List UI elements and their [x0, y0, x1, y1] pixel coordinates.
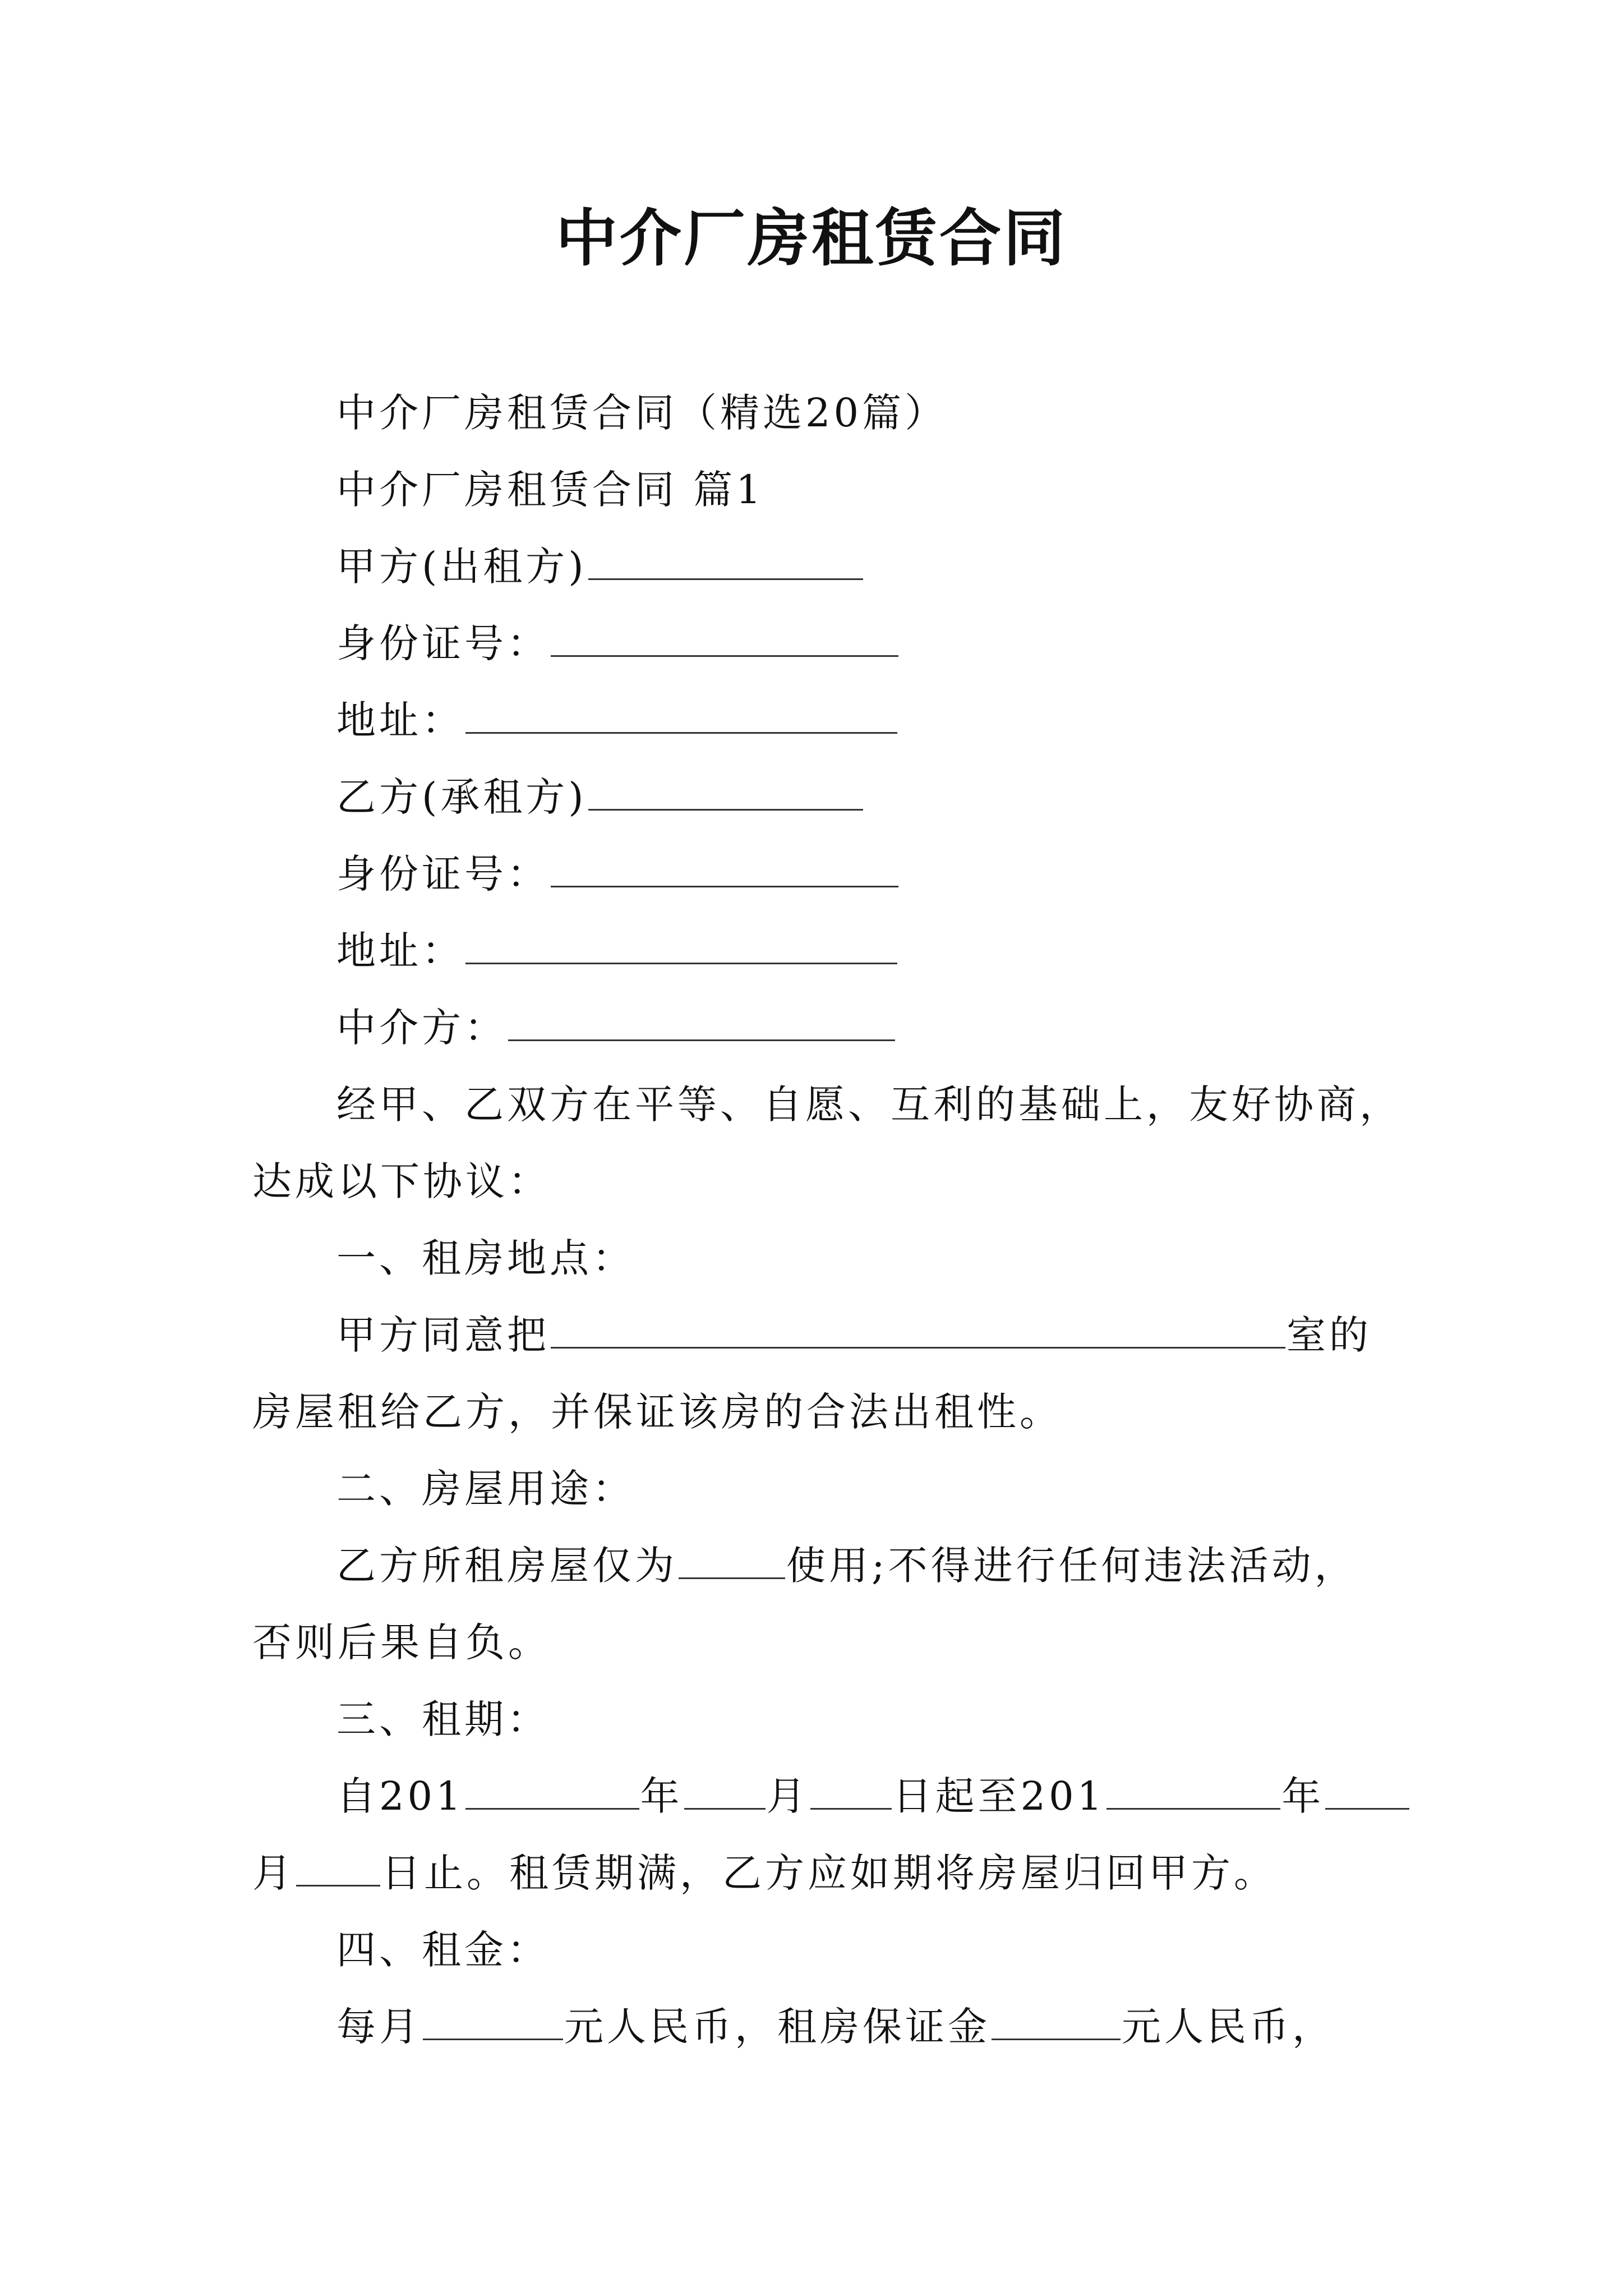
clause-3-heading-text: 三、租期： — [336, 1696, 550, 1742]
clause-4-line-1 — [252, 1989, 1380, 2065]
party-a-address-label: 地址： — [336, 697, 464, 743]
clause-1-text-c: 房屋租给乙方，并保证该房的合法出租性。 — [252, 1389, 1062, 1435]
clause-2-line-1 — [252, 1527, 1380, 1604]
end-year-blank — [1106, 1778, 1280, 1810]
intro-line-1 — [252, 1066, 1402, 1143]
clause-4-heading-text: 四、租金： — [336, 1927, 550, 1973]
party-b-address-blank — [465, 932, 897, 964]
agent-label: 中介方： — [336, 1005, 507, 1051]
party-b-label: 乙方(承租方) — [336, 774, 587, 820]
party-b-line — [252, 759, 1380, 836]
clause-1-text-a: 甲方同意把 — [336, 1312, 550, 1358]
subtitle — [252, 375, 1380, 452]
deposit-label: 元人民币，租房保证金 — [564, 2004, 990, 2050]
start-day-blank — [810, 1778, 892, 1810]
clause-1-heading-text: 一、租房地点： — [336, 1235, 635, 1281]
end-year-prefix: 日起至201 — [892, 1773, 1106, 1819]
start-year-prefix: 自201 — [336, 1773, 464, 1819]
intro-text-1: 经甲、乙双方在平等、自愿、互利的基础上，友好协商， — [336, 1082, 1402, 1128]
clause-2-heading-text: 二、房屋用途： — [336, 1466, 635, 1512]
clause-3-heading — [252, 1681, 1380, 1758]
document-title: 中介厂房租赁合同 — [556, 202, 1067, 274]
end-day-blank — [296, 1855, 380, 1887]
start-year-blank — [465, 1778, 639, 1810]
start-month-label: 月 — [766, 1773, 809, 1819]
end-month-blank — [1325, 1778, 1409, 1810]
party-b-id-label: 身份证号： — [336, 851, 550, 897]
clause-1-line-1 — [252, 1297, 1380, 1374]
intro-line-2 — [252, 1143, 1380, 1220]
party-a-address-line — [252, 682, 1380, 759]
intro-text-2: 达成以下协议： — [252, 1158, 551, 1204]
party-a-id-label: 身份证号： — [336, 620, 550, 666]
clause-3-line-1 — [252, 1758, 1380, 1835]
party-a-address-blank — [465, 702, 897, 734]
party-b-id-blank — [551, 855, 898, 887]
clause-1-text-b: 室的 — [1287, 1312, 1372, 1358]
deposit-unit: 元人民币， — [1122, 2004, 1335, 2050]
clause-2-text-a: 乙方所租房屋仅为 — [336, 1543, 677, 1589]
monthly-label: 每月 — [336, 2004, 422, 2050]
clause-2-text-b: 使用;不得进行任何违法活动， — [786, 1543, 1357, 1589]
agent-line — [252, 990, 1380, 1066]
party-a-blank — [588, 548, 863, 580]
party-b-address-line — [252, 913, 1380, 990]
clause-3-line-2 — [252, 1835, 1380, 1912]
deposit-blank — [992, 2008, 1121, 2040]
party-b-id-line — [252, 836, 1380, 913]
subtitle-text: 中介厂房租赁合同（精选20篇） — [336, 390, 948, 436]
clause-2-text-c: 否则后果自负。 — [252, 1619, 551, 1665]
document-body — [252, 375, 1402, 2065]
party-b-address-label: 地址： — [336, 928, 464, 974]
agent-blank — [508, 1009, 895, 1041]
party-a-id-blank — [551, 625, 898, 657]
party-a-id-line — [252, 605, 1380, 682]
clause-1-line-2 — [252, 1374, 1380, 1451]
clause-4-heading — [252, 1912, 1380, 1989]
party-a-line — [252, 528, 1380, 605]
section-heading-text: 中介厂房租赁合同 篇1 — [336, 467, 764, 513]
start-year-label: 年 — [640, 1773, 683, 1819]
party-b-blank — [588, 779, 863, 811]
end-year-label: 年 — [1281, 1773, 1325, 1819]
end-month-label: 月 — [252, 1850, 295, 1896]
clause-3-text-end: 日止。租赁期满，乙方应如期将房屋归回甲方。 — [381, 1850, 1276, 1896]
clause-2-heading — [252, 1451, 1380, 1527]
start-month-blank — [684, 1778, 766, 1810]
clause-2-line-2 — [252, 1604, 1380, 1681]
monthly-rent-blank — [423, 2008, 563, 2040]
room-blank — [551, 1317, 1285, 1349]
section-heading — [252, 452, 1380, 528]
usage-blank — [679, 1547, 785, 1579]
clause-1-heading — [252, 1220, 1380, 1297]
party-a-label: 甲方(出租方) — [336, 544, 587, 590]
